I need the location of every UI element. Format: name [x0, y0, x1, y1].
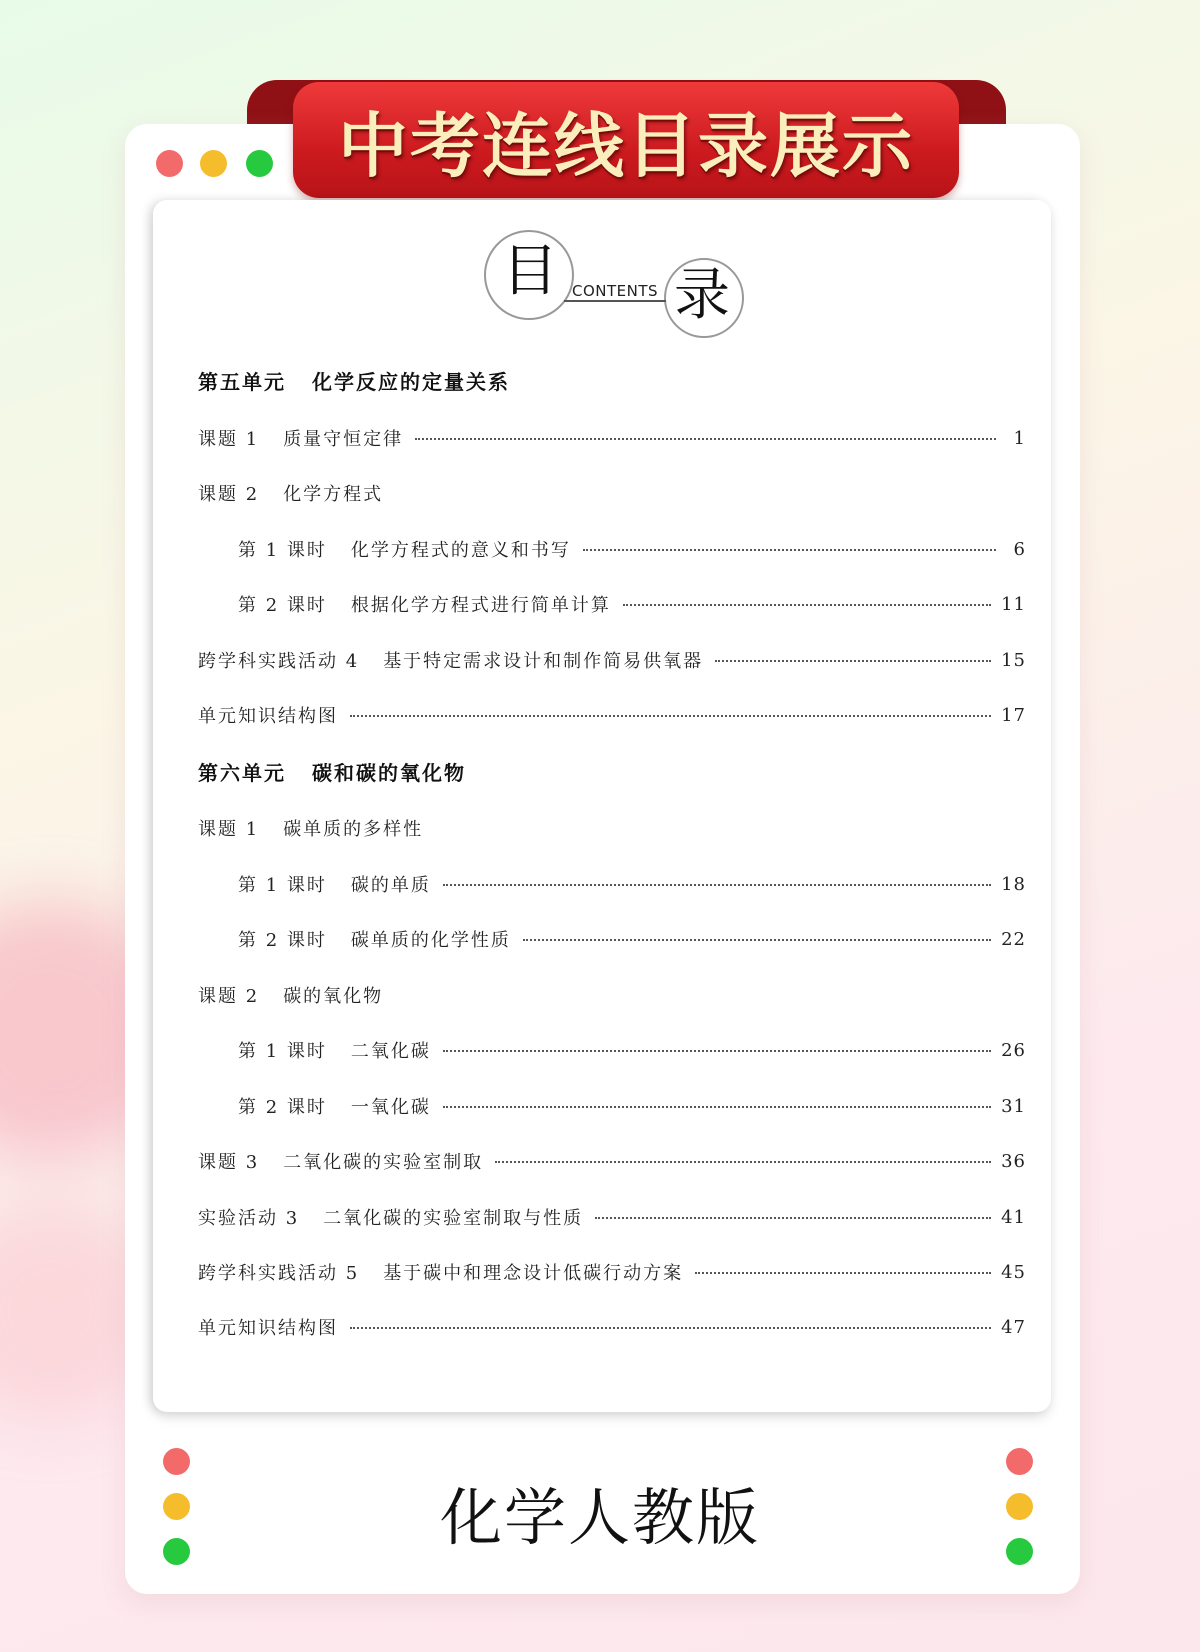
- entry-title: 根据化学方程式进行简单计算: [350, 595, 611, 616]
- page-number: 6: [1013, 538, 1026, 560]
- window-dot-yellow: [200, 150, 227, 177]
- entry-label: 课题 2: [198, 484, 260, 505]
- entry-title: 二氧化碳的实验室制取: [283, 1152, 484, 1173]
- entry-label: 课题 3: [198, 1152, 260, 1173]
- toc-entry[interactable]: [238, 589, 1026, 619]
- toc-entry[interactable]: [238, 869, 1026, 899]
- toc-entry[interactable]: [198, 980, 1026, 1010]
- page-number: 17: [1001, 704, 1026, 726]
- entry-label: 课题 1: [198, 819, 260, 840]
- leader-dots: [623, 604, 991, 606]
- toc-entry[interactable]: [198, 813, 1026, 843]
- leader-dots: [350, 1327, 991, 1329]
- entry-title: 碳的氧化物: [283, 986, 384, 1007]
- unit-title: 化学反应的定量关系: [312, 370, 510, 394]
- toc-entry[interactable]: [238, 1091, 1026, 1121]
- page-number: 45: [1001, 1261, 1026, 1283]
- entry-title: 化学方程式的意义和书写: [350, 540, 571, 561]
- entry-title: 基于特定需求设计和制作简易供氧器: [383, 651, 704, 672]
- toc-entry[interactable]: [238, 534, 1026, 564]
- toc-entry[interactable]: [198, 645, 1026, 675]
- toc-entry[interactable]: [238, 1035, 1026, 1065]
- toc-entry[interactable]: [198, 1202, 1026, 1232]
- page-number: 36: [1001, 1150, 1026, 1172]
- window-dot-red: [156, 150, 183, 177]
- leader-dots: [695, 1272, 991, 1274]
- unit-heading: [198, 366, 510, 395]
- leader-dots: [443, 1106, 991, 1108]
- entry-title: 一氧化碳: [350, 1097, 431, 1118]
- unit-label: 第六单元: [198, 761, 286, 785]
- entry-title: 二氧化碳: [350, 1041, 431, 1062]
- entry-label: 第 1 课时: [238, 1041, 327, 1062]
- logo-char-lu: 录: [674, 263, 730, 328]
- leader-dots: [523, 939, 991, 941]
- page-number: 22: [1001, 928, 1026, 950]
- leader-dots: [415, 438, 996, 440]
- entry-title: 二氧化碳的实验室制取与性质: [323, 1208, 584, 1229]
- entry-label: 第 2 课时: [238, 930, 327, 951]
- page-number: 15: [1001, 649, 1026, 671]
- entry-title: 碳单质的化学性质: [350, 930, 511, 951]
- entry-title: 基于碳中和理念设计低碳行动方案: [383, 1263, 684, 1284]
- window-dot-green: [246, 150, 273, 177]
- page-number: 18: [1001, 873, 1026, 895]
- entry-label: 课题 1: [198, 429, 260, 450]
- entry-title: 碳的单质: [350, 875, 431, 896]
- entry-label: 第 2 课时: [238, 1097, 327, 1118]
- banner-title: 中考连线目录展示: [338, 104, 914, 187]
- contents-logo: [478, 228, 748, 344]
- logo-contents-text: CONTENTS: [572, 282, 659, 300]
- leader-dots: [715, 660, 991, 662]
- leader-dots: [350, 715, 991, 717]
- toc-entry[interactable]: [198, 478, 1026, 508]
- toc-entry[interactable]: [198, 1312, 1026, 1342]
- entry-label: 跨学科实践活动 4: [198, 651, 360, 672]
- entry-label: 单元知识结构图: [198, 1318, 338, 1339]
- leader-dots: [583, 549, 996, 551]
- leader-dots: [595, 1217, 991, 1219]
- unit-heading: [198, 757, 466, 786]
- toc-entry[interactable]: [198, 1257, 1026, 1287]
- banner: [293, 82, 959, 198]
- page-number: 31: [1001, 1095, 1026, 1117]
- page-number: 41: [1001, 1206, 1026, 1228]
- entry-label: 单元知识结构图: [198, 706, 338, 727]
- entry-label: 第 1 课时: [238, 540, 327, 561]
- unit-label: 第五单元: [198, 370, 286, 394]
- entry-title: 质量守恒定律: [283, 429, 404, 450]
- page-number: 26: [1001, 1039, 1026, 1061]
- entry-label: 跨学科实践活动 5: [198, 1263, 360, 1284]
- logo-char-mu: 目: [502, 239, 558, 304]
- page-number: 1: [1013, 427, 1026, 449]
- entry-label: 实验活动 3: [198, 1208, 300, 1229]
- entry-label: 第 2 课时: [238, 595, 327, 616]
- toc-entry[interactable]: [198, 423, 1026, 453]
- page-number: 11: [1001, 593, 1026, 615]
- entry-label: 课题 2: [198, 986, 260, 1007]
- leader-dots: [495, 1161, 991, 1163]
- page-number: 47: [1001, 1316, 1026, 1338]
- entry-title: 化学方程式: [283, 484, 384, 505]
- toc-entry[interactable]: [198, 700, 1026, 730]
- toc-entry[interactable]: [198, 1146, 1026, 1176]
- entry-label: 第 1 课时: [238, 875, 327, 896]
- logo-underline: [564, 300, 666, 302]
- leader-dots: [443, 884, 991, 886]
- entry-title: 碳单质的多样性: [283, 819, 424, 840]
- leader-dots: [443, 1050, 991, 1052]
- edition-title: 化学人教版: [439, 1481, 760, 1554]
- toc-entry[interactable]: [238, 924, 1026, 954]
- unit-title: 碳和碳的氧化物: [312, 761, 466, 785]
